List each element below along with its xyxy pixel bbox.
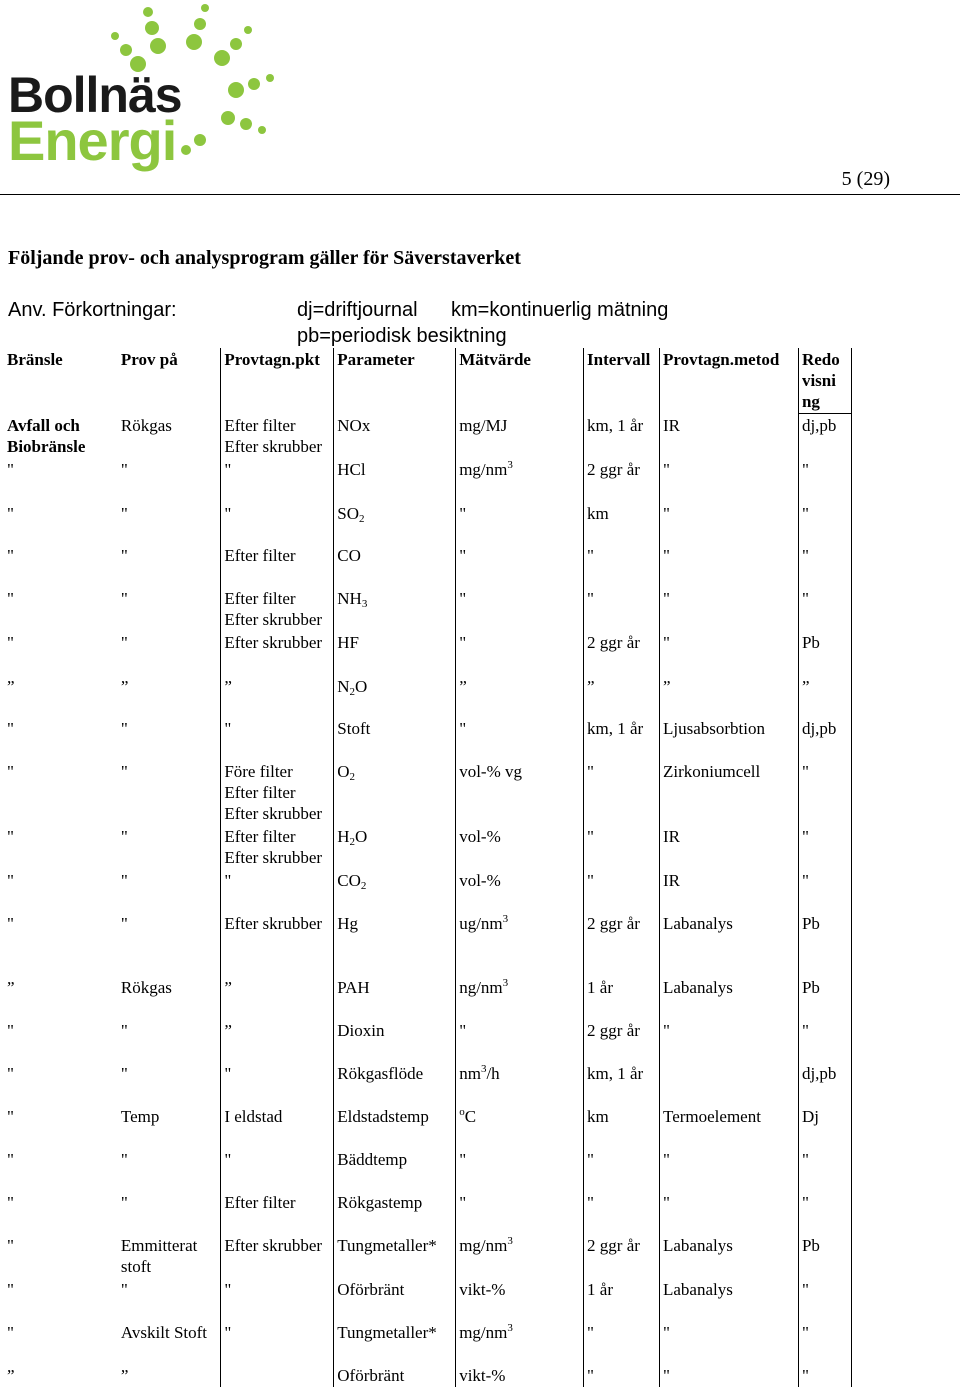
cell-provtagn-metod: " <box>660 1148 799 1191</box>
cell-intervall: " <box>584 825 660 869</box>
cell-intervall: km, 1 år <box>584 1062 660 1105</box>
cell-intervall: " <box>584 544 660 587</box>
cell-prov-pa: " <box>120 503 128 523</box>
table-row <box>4 631 852 675</box>
cell-bransle: " <box>7 1192 14 1212</box>
cell-redovisning: " <box>798 1191 851 1234</box>
cell-intervall: 2 ggr år <box>584 1019 660 1062</box>
header-provtagn-metod: Provtagn.metod <box>660 348 799 414</box>
cell-intervall: km, 1 år <box>584 717 660 760</box>
cell-bransle: " <box>7 545 14 565</box>
cell-bransle: " <box>7 588 14 608</box>
cell-prov-pa: " <box>120 913 128 933</box>
cell-bransle: " <box>7 761 14 781</box>
cell-provtagn-metod: " <box>660 587 799 631</box>
header-provtagn-pkt: Provtagn.pkt <box>221 348 334 414</box>
cell-matvarde: " <box>456 587 584 631</box>
cell-parameter: $CO_2$ <box>334 869 456 912</box>
cell-prov-pa: " <box>120 718 128 738</box>
cell-matvarde: " <box>456 631 584 675</box>
header-bransle: Bränsle <box>7 350 63 369</box>
cell-redovisning: ” <box>798 675 851 717</box>
cell-matvarde: mg/MJ <box>456 414 584 458</box>
logo-word-energi: Energi <box>8 109 177 172</box>
cell-provtagn-pkt <box>221 1364 334 1387</box>
cell-matvarde: " <box>456 1191 584 1234</box>
cell-parameter: $N_2O$ <box>334 675 456 717</box>
cell-bransle: " <box>7 1235 14 1255</box>
table-row <box>4 825 852 869</box>
cell-provtagn-pkt: " <box>221 1321 334 1364</box>
cell-redovisning: Pb <box>798 912 851 976</box>
cell-provtagn-pkt: Efter filter Efter skrubber <box>221 587 334 631</box>
cell-provtagn-metod: Labanalys <box>660 1278 799 1321</box>
cell-bransle: " <box>7 718 14 738</box>
cell-redovisning: " <box>798 1364 851 1387</box>
cell-prov-pa: Temp <box>120 1106 160 1126</box>
logo-word-bollnas: Bollnäs <box>8 67 182 123</box>
cell-prov-pa: ” <box>120 1365 129 1385</box>
cell-intervall: " <box>584 760 660 825</box>
cell-provtagn-pkt: Efter skrubber <box>221 912 334 976</box>
cell-provtagn-metod: Labanalys <box>660 912 799 976</box>
table-header-row <box>4 348 852 414</box>
cell-parameter: PAH <box>334 976 456 1019</box>
cell-provtagn-pkt: ” <box>221 675 334 717</box>
cell-provtagn-pkt: Efter skrubber <box>221 1234 334 1278</box>
table-row <box>4 1321 852 1364</box>
cell-provtagn-metod: IR <box>660 414 799 458</box>
cell-redovisning: Dj <box>798 1105 851 1148</box>
cell-parameter: Rökgastemp <box>334 1191 456 1234</box>
cell-redovisning: " <box>798 869 851 912</box>
cell-parameter: HCl <box>334 458 456 502</box>
cell-intervall: 2 ggr år <box>584 631 660 675</box>
cell-intervall: " <box>584 1191 660 1234</box>
cell-matvarde: $^o$C <box>456 1105 584 1148</box>
cell-prov-pa: Emmitterat stoft <box>120 1235 198 1276</box>
cell-provtagn-pkt: " <box>221 458 334 502</box>
abbreviation-dj: dj=driftjournal <box>297 299 418 321</box>
cell-bransle: " <box>7 503 14 523</box>
table-row <box>4 869 852 912</box>
cell-redovisning: Pb <box>798 631 851 675</box>
cell-provtagn-pkt: " <box>221 1062 334 1105</box>
cell-redovisning: " <box>798 1278 851 1321</box>
cell-intervall: 2 ggr år <box>584 458 660 502</box>
cell-parameter: Hg <box>334 912 456 976</box>
cell-matvarde: vol-% <box>456 825 584 869</box>
table-row <box>4 1278 852 1321</box>
cell-redovisning: " <box>798 502 851 544</box>
cell-intervall: " <box>584 1364 660 1387</box>
cell-bransle: " <box>7 913 14 933</box>
cell-redovisning: " <box>798 544 851 587</box>
cell-provtagn-pkt: ” <box>221 1019 334 1062</box>
table-row <box>4 760 852 825</box>
cell-intervall: ” <box>584 675 660 717</box>
cell-parameter: Oförbränt <box>334 1364 456 1387</box>
cell-provtagn-metod: Zirkoniumcell <box>660 760 799 825</box>
cell-prov-pa: " <box>120 1192 128 1212</box>
header-matvarde: Mätvärde <box>456 348 584 414</box>
table-row <box>4 717 852 760</box>
header-parameter: Parameter <box>334 348 456 414</box>
cell-provtagn-metod: " <box>660 1364 799 1387</box>
cell-provtagn-metod: IR <box>660 869 799 912</box>
cell-intervall: km <box>584 502 660 544</box>
cell-provtagn-metod: " <box>660 1191 799 1234</box>
cell-prov-pa: " <box>120 1149 128 1169</box>
cell-matvarde: " <box>456 544 584 587</box>
cell-redovisning: Pb <box>798 976 851 1019</box>
cell-bransle: " <box>7 1279 14 1299</box>
table-row <box>4 1364 852 1387</box>
cell-parameter: Stoft <box>334 717 456 760</box>
cell-matvarde: $ug/nm^3$ <box>456 912 584 976</box>
cell-matvarde: " <box>456 1148 584 1191</box>
table-row <box>4 1105 852 1148</box>
cell-provtagn-metod: Ljusabsorbtion <box>660 717 799 760</box>
cell-matvarde: $mg/nm^3$ <box>456 1321 584 1364</box>
cell-provtagn-metod <box>660 1062 799 1105</box>
cell-parameter: CO <box>334 544 456 587</box>
cell-parameter: Tungmetaller* <box>334 1234 456 1278</box>
cell-parameter: $NH_3$ <box>334 587 456 631</box>
cell-redovisning: " <box>798 458 851 502</box>
cell-bransle: ” <box>7 676 15 696</box>
cell-matvarde: " <box>456 502 584 544</box>
cell-prov-pa: " <box>120 459 128 479</box>
analysis-program-table <box>4 348 852 1387</box>
cell-parameter: HF <box>334 631 456 675</box>
cell-intervall: 1 år <box>584 976 660 1019</box>
cell-bransle: " <box>7 826 14 846</box>
cell-provtagn-pkt: Efter filter <box>221 544 334 587</box>
cell-intervall: 2 ggr år <box>584 912 660 976</box>
cell-matvarde: vol-% vg <box>456 760 584 825</box>
header-intervall: Intervall <box>584 348 660 414</box>
cell-bransle: " <box>7 1106 14 1126</box>
cell-parameter: $SO_2$ <box>334 502 456 544</box>
header-divider <box>0 194 960 195</box>
cell-parameter: NOx <box>334 414 456 458</box>
cell-matvarde: ” <box>456 675 584 717</box>
cell-prov-pa: " <box>120 761 128 781</box>
cell-matvarde: vol-% <box>456 869 584 912</box>
cell-prov-pa: " <box>120 1063 128 1083</box>
cell-prov-pa: " <box>120 1020 128 1040</box>
cell-bransle: " <box>7 1149 14 1169</box>
cell-provtagn-metod: " <box>660 1019 799 1062</box>
cell-bransle: " <box>7 1020 14 1040</box>
cell-bransle: " <box>7 870 14 890</box>
cell-provtagn-metod: " <box>660 458 799 502</box>
cell-provtagn-metod: " <box>660 1321 799 1364</box>
cell-prov-pa: Rökgas <box>120 977 172 997</box>
cell-bransle: " <box>7 459 14 479</box>
cell-redovisning: " <box>798 1019 851 1062</box>
cell-prov-pa: " <box>120 1279 128 1299</box>
cell-parameter: $O_2$ <box>334 760 456 825</box>
cell-provtagn-metod: Labanalys <box>660 976 799 1019</box>
cell-provtagn-pkt: " <box>221 1278 334 1321</box>
cell-prov-pa: " <box>120 632 128 652</box>
cell-provtagn-pkt: ” <box>221 976 334 1019</box>
cell-provtagn-pkt: Efter filter <box>221 1191 334 1234</box>
cell-prov-pa: " <box>120 870 128 890</box>
cell-matvarde: vikt-% <box>456 1364 584 1387</box>
cell-matvarde: $mg/nm^3$ <box>456 1234 584 1278</box>
header-redovisning: Redo visni ng <box>798 348 851 414</box>
cell-parameter: Bäddtemp <box>334 1148 456 1191</box>
cell-provtagn-pkt: " <box>221 717 334 760</box>
page-number: 5 (29) <box>841 168 890 190</box>
cell-provtagn-pkt: I eldstad <box>221 1105 334 1148</box>
cell-intervall: 2 ggr år <box>584 1234 660 1278</box>
cell-provtagn-metod: Labanalys <box>660 1234 799 1278</box>
cell-prov-pa: Rökgas <box>120 415 172 435</box>
table-row <box>4 1191 852 1234</box>
cell-bransle: ” <box>7 977 15 997</box>
cell-provtagn-pkt: Efter skrubber <box>221 631 334 675</box>
cell-matvarde: $nm^3/h$ <box>456 1062 584 1105</box>
table-row <box>4 1062 852 1105</box>
cell-prov-pa: Avskilt Stoft <box>120 1322 208 1342</box>
cell-intervall: 1 år <box>584 1278 660 1321</box>
table-row <box>4 976 852 1019</box>
abbreviation-pb: pb=periodisk besiktning <box>297 325 507 347</box>
cell-intervall: " <box>584 1321 660 1364</box>
table-row <box>4 675 852 717</box>
cell-bransle: Avfall och Biobränsle <box>7 415 86 456</box>
cell-parameter: Oförbränt <box>334 1278 456 1321</box>
cell-redovisning: Pb <box>798 1234 851 1278</box>
cell-matvarde: " <box>456 1019 584 1062</box>
table-row <box>4 414 852 458</box>
table-row <box>4 912 852 976</box>
cell-parameter: Rökgasflöde <box>334 1062 456 1105</box>
cell-redovisning: " <box>798 825 851 869</box>
cell-provtagn-metod: " <box>660 544 799 587</box>
cell-prov-pa: " <box>120 826 128 846</box>
table-row <box>4 1148 852 1191</box>
cell-bransle: " <box>7 1063 14 1083</box>
cell-provtagn-metod: ” <box>660 675 799 717</box>
table-row <box>4 544 852 587</box>
cell-prov-pa: " <box>120 588 128 608</box>
cell-redovisning: dj,pb <box>798 414 851 458</box>
table-row <box>4 502 852 544</box>
cell-parameter: Eldstadstemp <box>334 1105 456 1148</box>
cell-bransle: " <box>7 632 14 652</box>
cell-redovisning: dj,pb <box>798 1062 851 1105</box>
cell-redovisning: " <box>798 587 851 631</box>
cell-provtagn-metod: " <box>660 502 799 544</box>
cell-intervall: " <box>584 587 660 631</box>
cell-parameter: Dioxin <box>334 1019 456 1062</box>
cell-matvarde: " <box>456 717 584 760</box>
cell-provtagn-metod: Termoelement <box>660 1105 799 1148</box>
cell-matvarde: $mg/nm^3$ <box>456 458 584 502</box>
cell-intervall: " <box>584 1148 660 1191</box>
cell-provtagn-pkt: Efter filter Efter skrubber <box>221 414 334 458</box>
table-row <box>4 1234 852 1278</box>
cell-prov-pa: " <box>120 545 128 565</box>
cell-redovisning: " <box>798 760 851 825</box>
abbreviations-label: Anv. Förkortningar: <box>8 299 177 321</box>
cell-intervall: km, 1 år <box>584 414 660 458</box>
cell-provtagn-pkt: Före filter Efter filter Efter skrubber <box>221 760 334 825</box>
cell-provtagn-metod: " <box>660 631 799 675</box>
cell-matvarde: vikt-% <box>456 1278 584 1321</box>
cell-provtagn-pkt: Efter filter Efter skrubber <box>221 825 334 869</box>
cell-parameter: Tungmetaller* <box>334 1321 456 1364</box>
cell-intervall: km <box>584 1105 660 1148</box>
cell-provtagn-pkt: " <box>221 502 334 544</box>
cell-provtagn-pkt: " <box>221 1148 334 1191</box>
cell-redovisning: " <box>798 1148 851 1191</box>
cell-provtagn-pkt: " <box>221 869 334 912</box>
cell-parameter: $H_2O$ <box>334 825 456 869</box>
abbreviation-km: km=kontinuerlig mätning <box>451 299 669 321</box>
page-title: Följande prov- och analysprogram gäller för Säverstaverket <box>8 247 521 269</box>
cell-intervall: " <box>584 869 660 912</box>
cell-bransle: ” <box>7 1365 15 1385</box>
table-row <box>4 1019 852 1062</box>
header-prov-pa: Prov på <box>120 350 178 369</box>
cell-matvarde: $ng/nm^3$ <box>456 976 584 1019</box>
table-row <box>4 587 852 631</box>
table-row <box>4 458 852 502</box>
cell-redovisning: dj,pb <box>798 717 851 760</box>
cell-bransle: " <box>7 1322 14 1342</box>
cell-prov-pa: ” <box>120 676 129 696</box>
cell-provtagn-metod: IR <box>660 825 799 869</box>
cell-redovisning: " <box>798 1321 851 1364</box>
company-logo <box>0 0 300 175</box>
